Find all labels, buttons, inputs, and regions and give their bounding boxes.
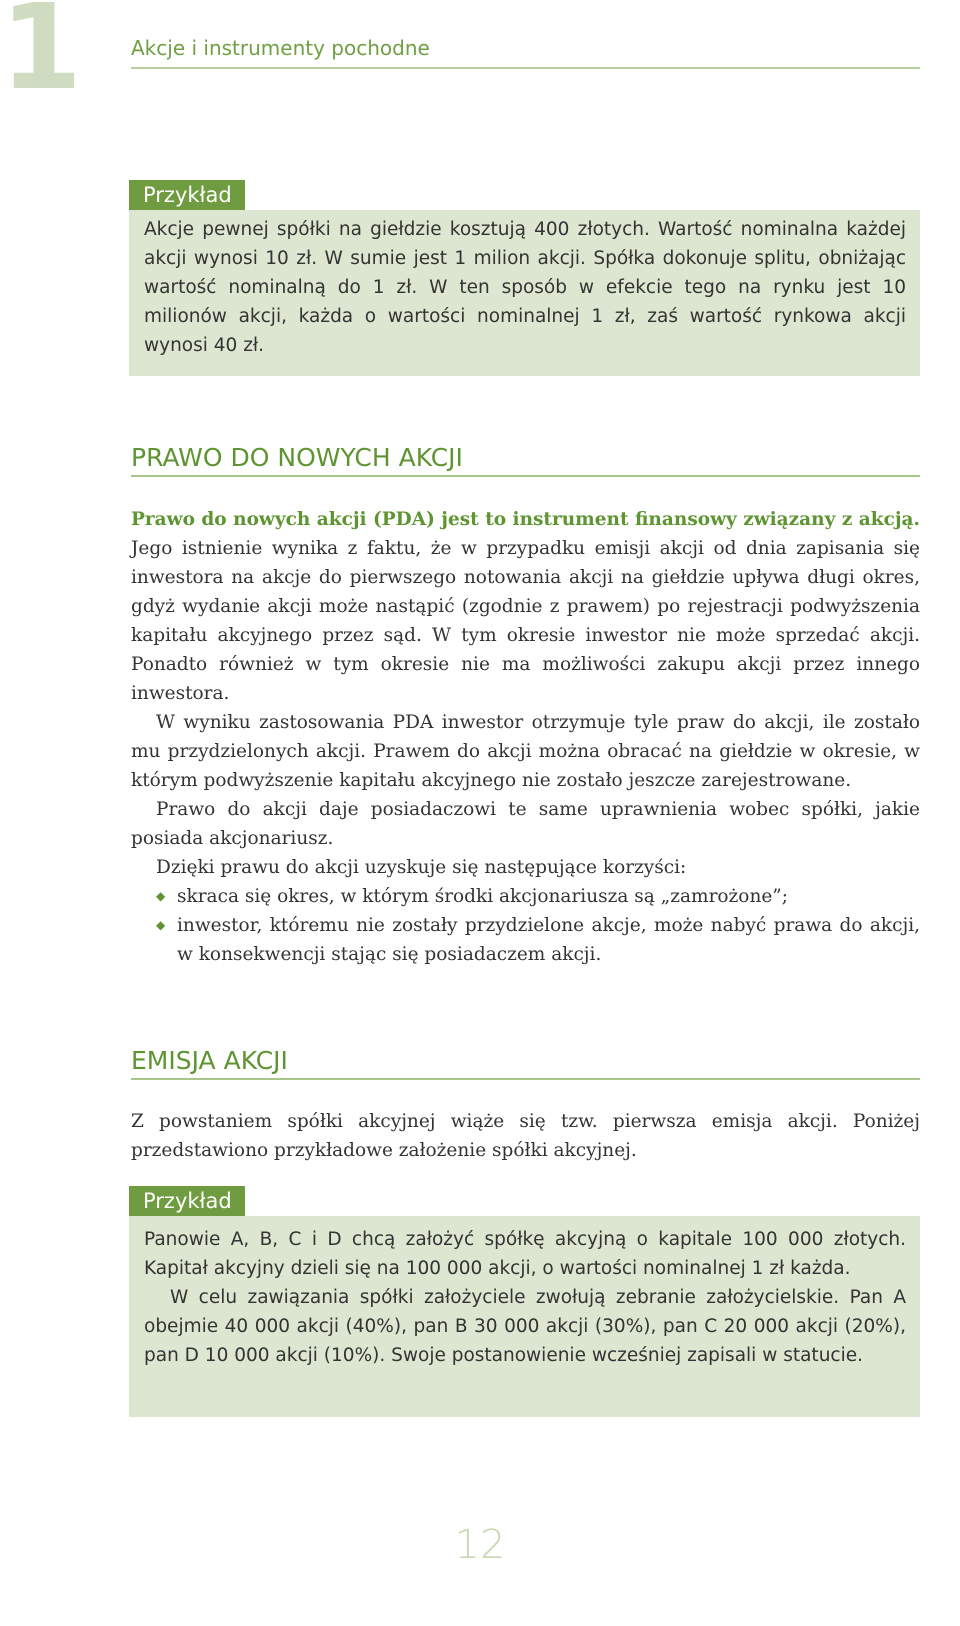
chapter-number: 1 xyxy=(0,0,83,116)
paragraph: Dzięki prawu do akcji uzyskuje się następujące korzyści: xyxy=(156,857,687,878)
bullet-icon: ◆ xyxy=(156,918,166,932)
list-item: ◆ skraca się okres, w którym środki akcjonariusza są „zamrożone”; xyxy=(156,886,788,907)
benefits-list xyxy=(131,882,920,969)
paragraph: W wyniku zastosowania PDA inwestor otrzymuje tyle praw do akcji, ile zostało mu przydzielonych akcji. Prawem do akcji można obracać na giełdzie w okresie, w którym podwyższenie kapitału akcyjnego nie zostało jeszcze zarejestrowane. xyxy=(131,712,920,791)
lead-sentence: Prawo do nowych akcji (PDA) jest to instrument finansowy związany z akcją. xyxy=(131,509,920,530)
section-rule xyxy=(131,1078,920,1080)
page-number: 12 xyxy=(454,1522,506,1568)
header-rule xyxy=(131,67,920,69)
example-text: W celu zawiązania spółki założyciele zwołują zebranie założycielskie. Pan A obejmie 40 000 akcji (40%), pan B 30 000 akcji (30%), pan C 20 000 akcji (20%), pan D 10 000 akcji (10%). Swoje postanowienie wcześniej zapisali w statucie. xyxy=(144,1287,906,1366)
example-label: Przykład xyxy=(129,1186,245,1216)
bullet-icon: ◆ xyxy=(156,889,166,903)
paragraph: Prawo do akcji daje posiadaczowi te same uprawnienia wobec spółki, jakie posiada akcjonariusz. xyxy=(131,799,920,849)
section-title: PRAWO DO NOWYCH AKCJI xyxy=(131,443,463,472)
example-box xyxy=(129,210,920,376)
section-body xyxy=(131,1107,920,1165)
example-box xyxy=(129,1216,920,1417)
running-head: Akcje i instrumenty pochodne xyxy=(131,36,430,60)
example-label: Przykład xyxy=(129,180,245,210)
paragraph: Z powstaniem spółki akcyjnej wiąże się tzw. pierwsza emisja akcji. Poniżej przedstawiono przykładowe założenie spółki akcyjnej. xyxy=(131,1111,920,1161)
example-text: Akcje pewnej spółki na giełdzie kosztują 400 złotych. Wartość nominalna każdej akcji wynosi 10 zł. W sumie jest 1 milion akcji. Spółka dokonuje splitu, obniżając wartość nominalną do 1 zł. W ten sposób w efekcie tego na rynku jest 10 milionów akcji, każda o wartości nominalnej 1 zł, zaś wartość rynkowa akcji wynosi 40 zł. xyxy=(144,219,906,356)
section-rule xyxy=(131,475,920,477)
section-body xyxy=(131,505,920,969)
example-text: Panowie A, B, C i D chcą założyć spółkę akcyjną o kapitale 100 000 złotych. Kapitał akcyjny dzieli się na 100 000 akcji, o wartości nominalnej 1 zł każda. xyxy=(144,1229,906,1279)
list-item: ◆ inwestor, któremu nie zostały przydzielone akcje, może nabyć prawa do akcji, w konsekwencji stając się posiadaczem akcji. xyxy=(156,915,920,965)
section-title: EMISJA AKCJI xyxy=(131,1046,288,1075)
paragraph xyxy=(131,505,920,708)
paragraph-text: Jego istnienie wynika z faktu, że w przypadku emisji akcji od dnia zapisania się inwestora na akcje do pierwszego notowania akcji na giełdzie upływa długi okres, gdyż wydanie akcji może nastąpić (zgodnie z prawem) po rejestracji podwyższenia kapitału akcyjnego przez sąd. W tym okresie inwestor nie może sprzedać akcji. Ponadto również w tym okresie nie ma możliwości zakupu akcji przez innego inwestora. xyxy=(131,538,920,704)
